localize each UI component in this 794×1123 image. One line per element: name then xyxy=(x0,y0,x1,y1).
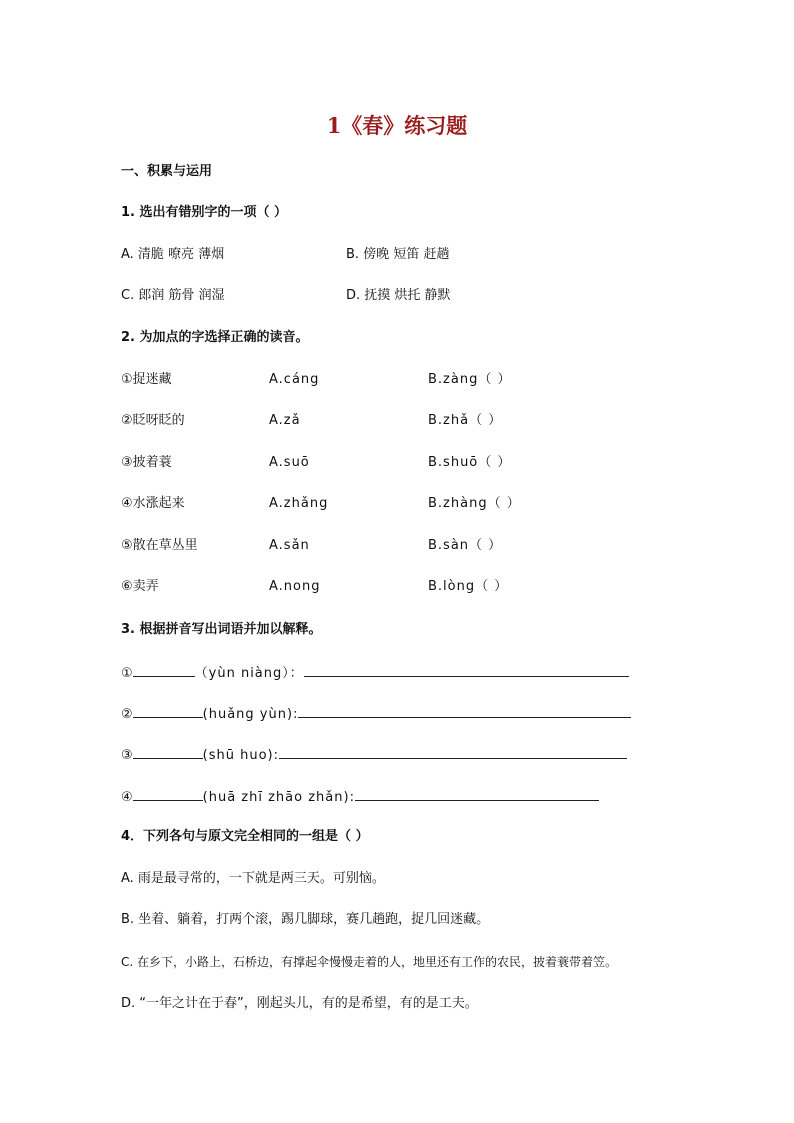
q2-row-option-b: B.zhǎ（ ） xyxy=(428,413,503,428)
page-title: 1《春》练习题 xyxy=(326,113,468,138)
q3-row-pinyin: (huǎng yùn): xyxy=(202,707,299,722)
q4-option-c: C. 在乡下，小路上，石桥边，有撑起伞慢慢走着的人，地里还有工作的农民，披着蓑带着笠。 xyxy=(121,955,618,969)
q2-row-option-a: A.suō xyxy=(269,455,310,470)
q3-row-number: ② xyxy=(121,707,133,722)
q2-row-option-b: B.shuō（ ） xyxy=(428,455,512,470)
definition-blank[interactable] xyxy=(279,744,627,759)
q3-row-1 xyxy=(121,662,629,683)
q2-row-option-b: B.lòng（ ） xyxy=(428,579,509,594)
q3-prompt: 3. 根据拼音写出词语并加以解释。 xyxy=(121,622,322,637)
q1-option-a: A. 清脆 嘹亮 薄烟 xyxy=(121,247,225,262)
q3-row-number: ④ xyxy=(121,790,133,805)
answer-blank[interactable] xyxy=(133,662,195,677)
q2-row-item: ②眨呀眨的 xyxy=(121,413,185,428)
answer-blank[interactable] xyxy=(133,744,203,759)
q1-option-b: B. 傍晚 短笛 赶趟 xyxy=(346,247,450,262)
q3-row-pinyin: (huā zhī zhāo zhǎn): xyxy=(202,790,355,805)
definition-blank[interactable] xyxy=(304,662,629,677)
q2-row-option-b: B.zàng（ ） xyxy=(428,372,512,387)
q3-row-pinyin: (shū huo): xyxy=(202,748,279,763)
q2-row-option-a: A.nong xyxy=(269,579,321,594)
q2-row-item: ⑥卖弄 xyxy=(121,579,159,594)
section-heading: 一、积累与运用 xyxy=(121,164,213,179)
q1-option-d: D. 抚摸 烘托 静默 xyxy=(346,288,451,303)
q1-prompt: 1. 选出有错别字的一项（ ） xyxy=(121,205,288,220)
q3-row-3 xyxy=(121,744,627,765)
q3-row-pinyin: （yùn niàng）： xyxy=(194,666,304,681)
q2-row-option-b: B.sàn（ ） xyxy=(428,538,503,553)
q2-row-item: ⑤散在草丛里 xyxy=(121,538,198,553)
definition-blank[interactable] xyxy=(355,786,599,801)
q2-row-option-a: A.zǎ xyxy=(269,413,301,428)
answer-blank[interactable] xyxy=(133,703,203,718)
q2-prompt: 2. 为加点的字选择正确的读音。 xyxy=(121,330,309,345)
q2-row-option-b: B.zhàng（ ） xyxy=(428,496,521,511)
q4-option-b: B. 坐着、躺着，打两个滚，踢几脚球，赛几趟跑，捉几回迷藏。 xyxy=(121,912,490,927)
q2-row-item: ①捉迷藏 xyxy=(121,372,172,387)
q3-row-2 xyxy=(121,703,631,724)
q4-option-a: A. 雨是最寻常的，一下就是两三天。可别恼。 xyxy=(121,871,385,886)
q2-row-item: ③披着蓑 xyxy=(121,455,172,470)
q3-row-4 xyxy=(121,786,599,807)
answer-blank[interactable] xyxy=(133,786,203,801)
q2-row-option-a: A.zhǎng xyxy=(269,496,329,511)
q4-option-d: D. “一年之计在于春”，刚起头儿，有的是希望，有的是工夫。 xyxy=(121,996,478,1011)
q1-option-c: C. 郎润 筋骨 润湿 xyxy=(121,288,225,303)
q2-row-item: ④水涨起来 xyxy=(121,496,185,511)
q2-row-option-a: A.sǎn xyxy=(269,538,310,553)
q3-row-number: ③ xyxy=(121,748,133,763)
definition-blank[interactable] xyxy=(298,703,631,718)
q2-row-option-a: A.cáng xyxy=(269,372,320,387)
q4-prompt: 4．下列各句与原文完全相同的一组是（ ） xyxy=(121,829,369,844)
q3-row-number: ① xyxy=(121,666,133,681)
